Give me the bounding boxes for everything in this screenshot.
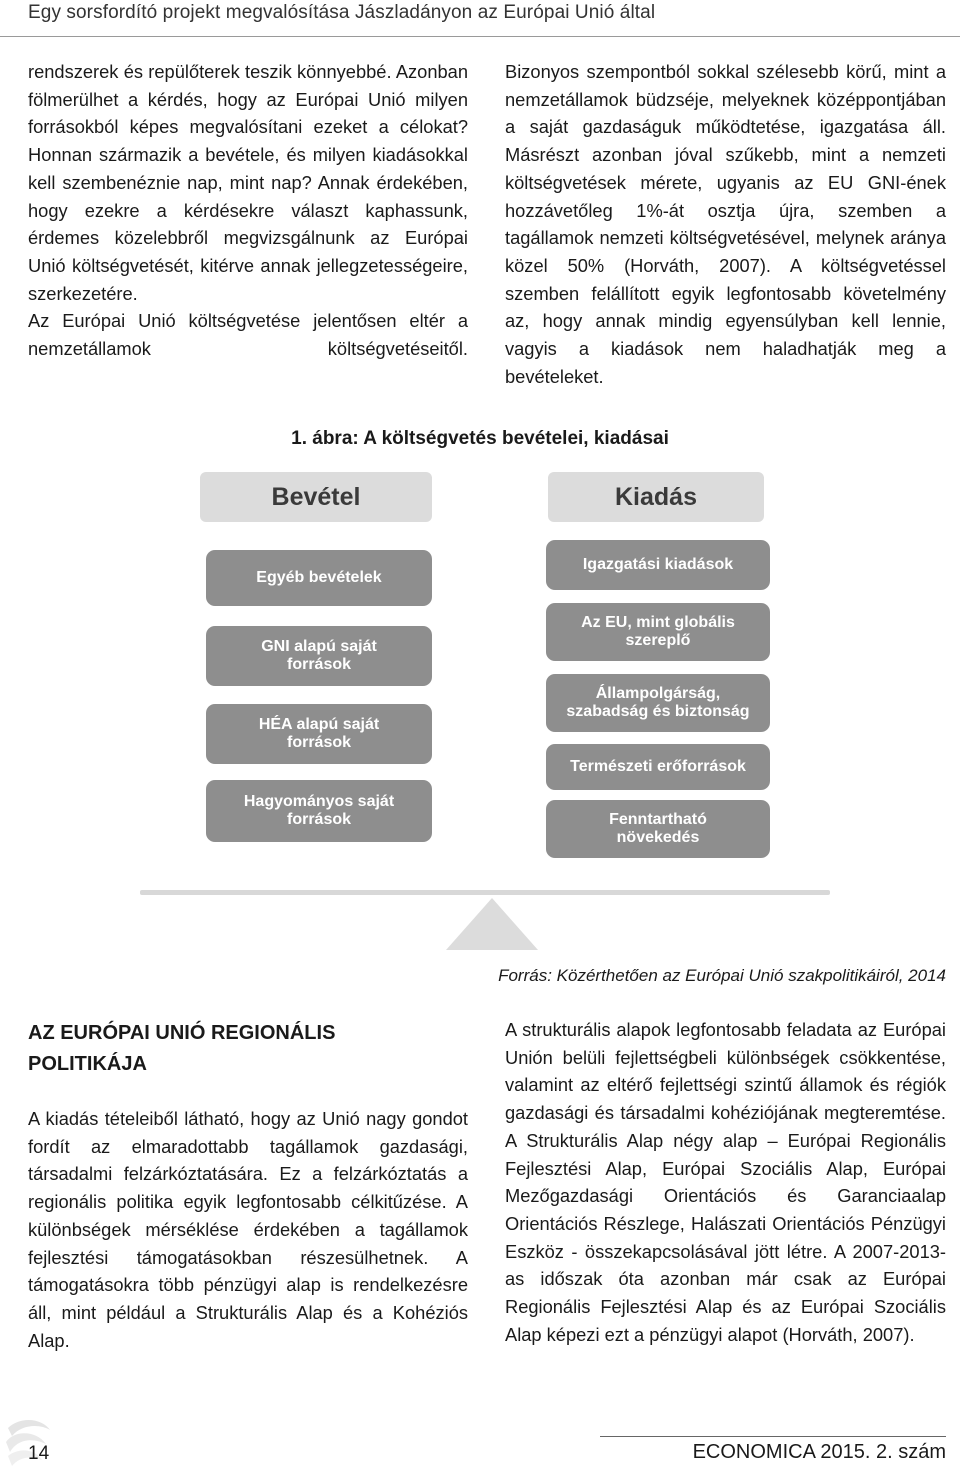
expenditure-header: Kiadás	[548, 472, 764, 522]
running-header: Egy sorsfordító projekt megvalósítása Jászladányon az Európai Unió által	[28, 2, 656, 23]
revenue-header: Bevétel	[200, 472, 432, 522]
top-left-paragraph-1: rendszerek és repülőterek teszik könnyebbé. Azonban fölmerülhet a kérdés, hogy az Európai Unió milyen forrásokból képes megvalósítani ezeket a célokat? Honnan származik a bevétele, és milyen kiadásokkal kell szembenéznie nap, mint nap? Annak érdekében, hogy ezekre a kérdésekre választ kaphassunk, érdemes közelebbről megvizsgálnunk az Európai Unió költségvetését, kitérve annak jellegzetességeire, szerkezetére.	[28, 61, 468, 304]
top-left-column	[28, 58, 468, 363]
top-left-paragraph-2: Az Európai Unió költségvetése jelentősen eltér a nemzetállamok költségvetéseitől.	[28, 310, 468, 360]
header-divider	[0, 36, 960, 37]
expenditure-item: Az EU, mint globális szereplő	[546, 603, 770, 661]
revenue-item: Egyéb bevételek	[206, 550, 432, 606]
revenue-item: GNI alapú saját források	[206, 626, 432, 686]
bottom-left-column	[28, 1105, 468, 1354]
section-title: AZ EURÓPAI UNIÓ REGIONÁLIS POLITIKÁJA	[28, 1022, 336, 1075]
balance-fulcrum	[446, 898, 538, 950]
page-number: 14	[28, 1443, 50, 1464]
budget-balance-diagram	[0, 460, 960, 960]
footer-divider	[600, 1436, 946, 1437]
figure-caption: 1. ábra: A költségvetés bevételei, kiadásai	[291, 428, 669, 449]
top-right-paragraph: Bizonyos szempontból sokkal szélesebb körű, mint a nemzetállamok büdzséje, melyeknek középpontjában a saját gazdaságuk működtetése, igazgatása áll. Másrészt azonban jóval szűkebb, mint a nemzeti költségvetések mérete, ugyanis az EU GNI-ének hozzávetőleg 1%-át osztja újra, szemben a tagállamok nemzeti költségvetésével, melynek aránya közel 50% (Horváth, 2007). A költségvetéssel szemben felállított egyik legfontosabb követelmény az, hogy annak mindig egyensúlyban kell lennie, vagyis a kiadások nem haladhatják meg a bevételeket.	[505, 61, 946, 387]
bottom-right-paragraph: A strukturális alapok legfontosabb feladata az Európai Unión belüli fejlettségbeli különbségek csökkentése, valamint az eltérő fejlettségi szintű államok és régiók gazdasági és társadalmi kohéziójának megteremtése. A Strukturális Alap négy alap – Európai Regionális Fejlesztési Alap, Európai Szociális Alap, Európai Mezőgazdasági Orientációs és Garanciaalap Orientációs Részlege, Halászati Orientációs Pénzügyi Eszköz - összekapcsolásával jött létre. A 2007-2013-as időszak óta azonban már csak az Európai Regionális Fejlesztési Alap és az Európai Szociális Alap képezi ezt a pénzügyi alapot (Horváth, 2007).	[505, 1019, 946, 1345]
bottom-right-column	[505, 1016, 946, 1348]
expenditure-item: Természeti erőforrások	[546, 744, 770, 790]
bottom-left-paragraph: A kiadás tételeiből látható, hogy az Unió nagy gondot fordít az elmaradottabb tagállamok gazdasági, társadalmi felzárkóztatására. Ez a felzárkóztatás a regionális politika egyik legfontosabb célkitűzése. A különbségek mérséklése érdekében a tagállamok fejlesztési támogatásokban részesülhetnek. A támogatásokra több pénzügyi alap is rendelkezésre áll, mint például a Strukturális Alap és a Kohéziós Alap.	[28, 1108, 468, 1351]
expenditure-item: Állampolgárság, szabadság és biztonság	[546, 674, 770, 732]
revenue-item: HÉA alapú saját források	[206, 704, 432, 764]
figure-source: Forrás: Közérthetően az Európai Unió szakpolitikáiról, 2014	[498, 966, 946, 985]
top-right-column	[505, 58, 946, 390]
revenue-item: Hagyományos saját források	[206, 780, 432, 842]
journal-issue: ECONOMICA 2015. 2. szám	[692, 1441, 946, 1463]
expenditure-item: Fenntartható növekedés	[546, 800, 770, 858]
expenditure-item: Igazgatási kiadások	[546, 540, 770, 590]
balance-beam	[140, 890, 830, 895]
